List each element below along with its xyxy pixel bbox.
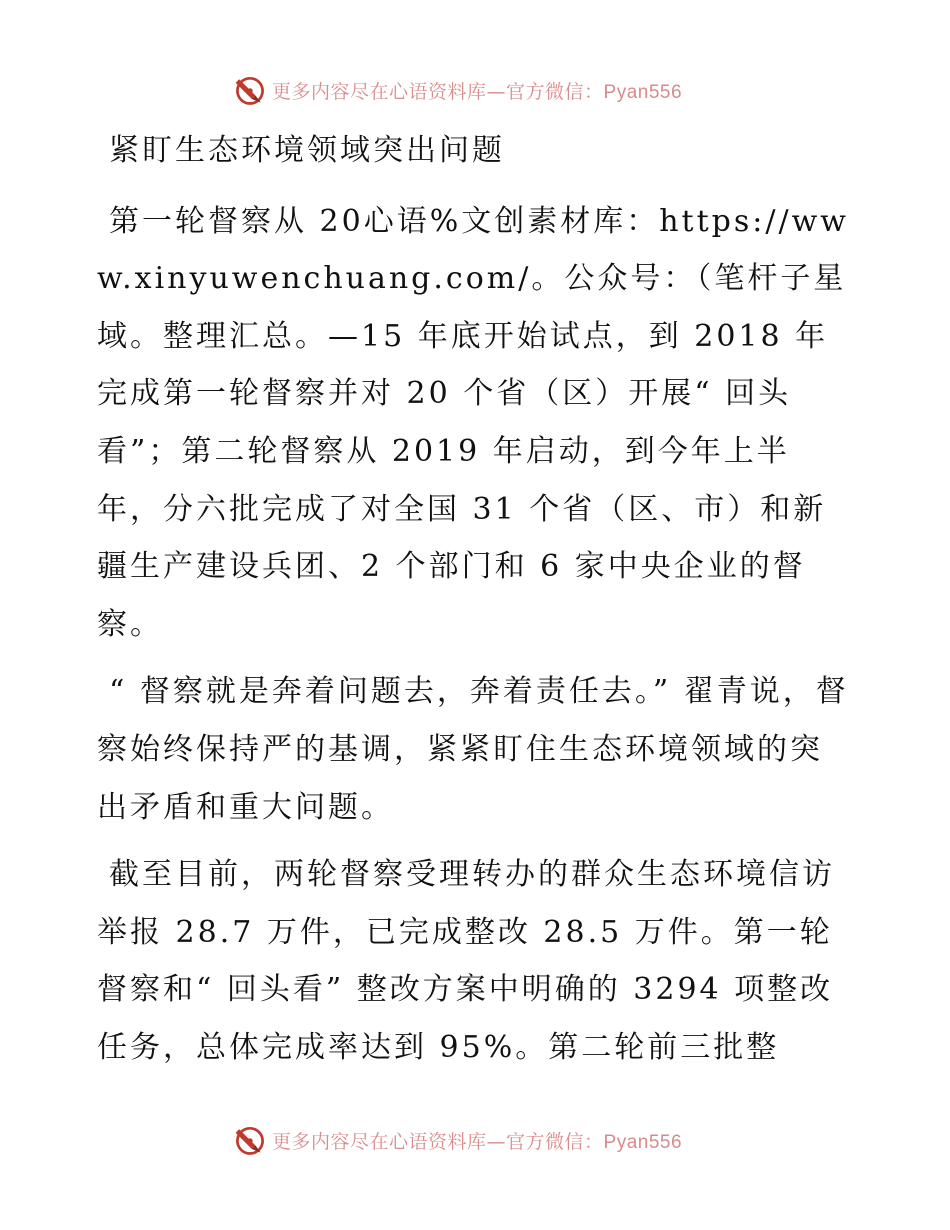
- paragraph-1: 第一轮督察从 20心语%文创素材库：https://www.xinyuwenchuang.com/。公众号：（笔杆子星域。整理汇总。—15 年底开始试点，到 2018 年完成第一轮督察并对 20 个省（区）开展“ 回头看”；第二轮督察从 2019 年启动，到今年上半年，分六批完成了对全国 31 个省（区、市）和新疆生产建设兵团、2 个部门和 6 家中央企业的督察。: [97, 203, 849, 642]
- document-title: 紧盯生态环境领域突出问题: [109, 133, 505, 168]
- document-body: [97, 122, 853, 1087]
- paragraph-2: “ 督察就是奔着问题去，奔着责任去。” 翟青说，督察始终保持严的基调，紧紧盯住生态环境领域的突出矛盾和重大问题。: [97, 674, 849, 825]
- watermark-text: 更多内容尽在心语资料库—官方微信：Pyan556: [272, 80, 683, 103]
- watermark-wechat-id: Pyan556: [603, 81, 683, 103]
- header-watermark: [232, 70, 682, 110]
- pen-logo-icon: [232, 72, 268, 108]
- paragraph-3: 截至目前，两轮督察受理转办的群众生态环境信访举报 28.7 万件，已完成整改 28.5 万件。第一轮督察和“ 回头看” 整改方案中明确的 3294 项整改任务，总体完成率达到 95%。第二轮前三批整: [97, 857, 835, 1065]
- watermark-text: 更多内容尽在心语资料库—官方微信：Pyan556: [272, 1130, 683, 1153]
- footer-watermark: [232, 1120, 682, 1160]
- watermark-wechat-id: Pyan556: [603, 1131, 683, 1153]
- pen-logo-icon: [232, 1122, 268, 1158]
